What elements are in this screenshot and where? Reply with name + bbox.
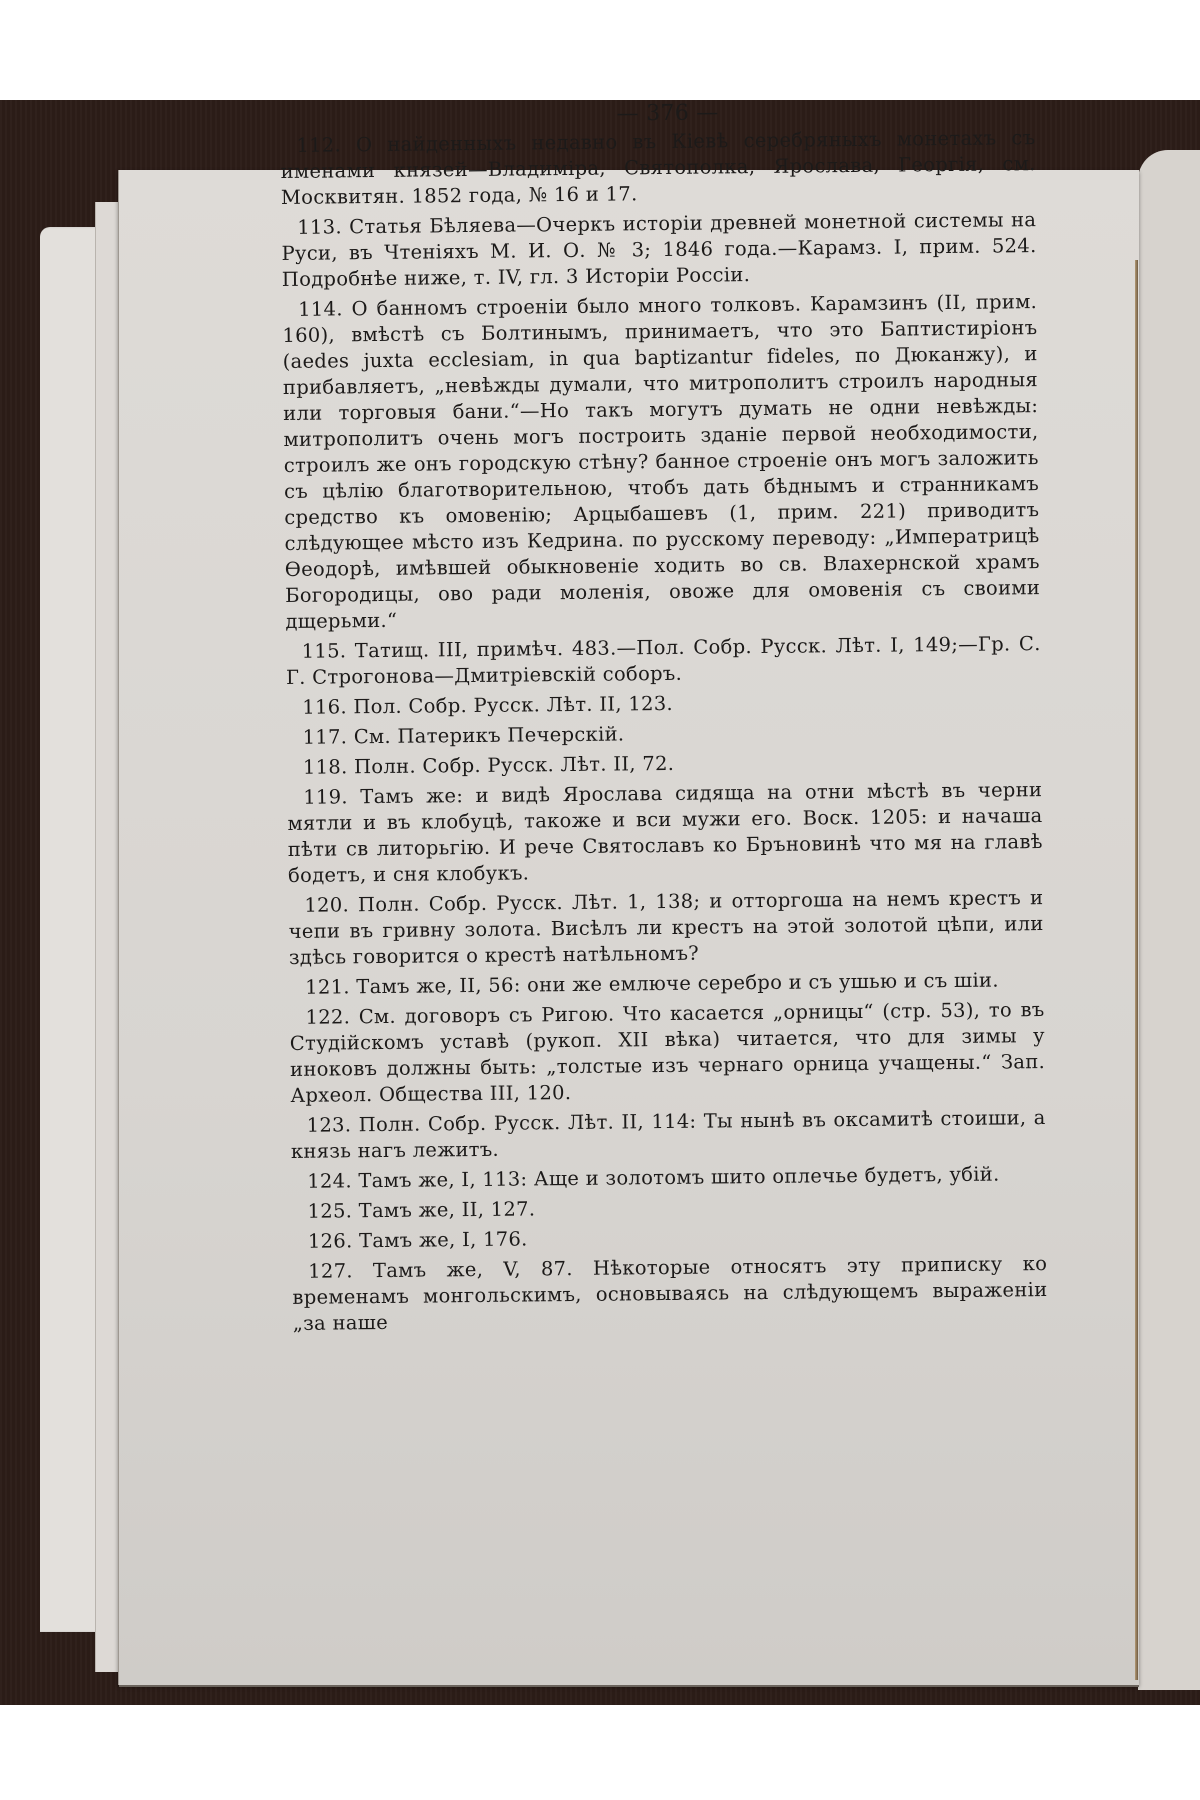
footnote: 113. Статья Бѣляева—Очеркъ исторіи древней монетной системы на Руси, въ Чтеніяхъ М. И. О. № 3; 1846 года.—Карамз. I, прим. 524. Подробнѣе ниже, т. IV, гл. 3 Исторіи Россіи. <box>281 208 1037 291</box>
footnote: 125. Тамъ же, II, 127. <box>307 1197 536 1223</box>
footnote: 117. См. Патерикъ Печерскій. <box>302 722 625 749</box>
footnote: 119. Тамъ же: и видѣ Ярослава сидяща на отни мѣстѣ въ черни мятли и въ клобуцѣ, такоже и вси мужи его. Воск. 1205: и начаша пѣти св литорьгію. И рече Святославъ ко Бръновинѣ что мя на главѣ бодетъ, и сня клобукъ. <box>287 778 1043 887</box>
footnote: 120. Полн. Собр. Русск. Лѣт. 1, 138; и отторгоша на немъ крестъ и чепи въ гривну золота. Висѣлъ ли крестъ на этой золотой цѣпи, или здѣсь говорится о крестѣ натѣльномъ? <box>288 886 1044 969</box>
book-gutter <box>1135 260 1138 1680</box>
footnote: 114. О банномъ строеніи было много толковъ. Карамзинъ (II, прим. 160), вмѣстѣ съ Болтинымъ, принимаетъ, что это Баптистиріонъ (aedes juxta ecclesiam, in qua baptizantur fideles, по Дюканжу), и прибавляетъ, „невѣжды думали, что митрополитъ строилъ народныя или торговыя бани.“—Но такъ могутъ думать не одни невѣжды: митрополитъ очень могъ построить зданіе первой необходимости, строилъ же онъ городскую стѣну? банное строеніе онъ могъ заложить съ цѣлію благотворительною, чтобъ дать бѣднымъ и странникамъ средство къ омовенію; Арцыбашевъ (1, прим. 221) приводитъ слѣдующее мѣсто изъ Кедрина. по русскому переводу: „Императрицѣ Ѳеодорѣ, имѣвшей обыкновеніе ходить во св. Влахернской храмъ Богородицы, ово ради моленія, овоже для омовенія съ своими дщерьми.“ <box>282 290 1041 633</box>
page-text <box>280 97 1048 1341</box>
footnote: 121. Тамъ же, II, 56: они же емлюче серебро и съ ушью и съ шіи. <box>305 968 999 999</box>
footnote: 123. Полн. Собр. Русск. Лѣт. II, 114: Ты нынѣ въ оксамитѣ стоиши, а князь нагъ лежитъ. <box>290 1106 1046 1163</box>
facing-page <box>1138 150 1200 1690</box>
footnote: 122. См. договоръ съ Ригою. Что касается „орницы“ (стр. 53), то въ Студійскомъ уставѣ (рукоп. XII вѣка) читается, что для зимы у иноковъ должны быть: „толстые изъ чернаго орница учащены.“ Зап. Археол. Общества III, 120. <box>289 998 1046 1107</box>
footnote: 124. Тамъ же, I, 113: Аще и золотомъ шито оплечье будетъ, убій. <box>307 1162 1000 1193</box>
footnote: 112. О найденныхъ недавно въ Кіевѣ серебряныхъ монетахъ съ именами князей—Владиміра, Святополка, Ярослава, Георгія, см. Москвитян. 1852 года, № 16 и 17. <box>280 126 1036 209</box>
footnote: 118. Полн. Собр. Русск. Лѣт. II, 72. <box>302 751 675 779</box>
footnote: 126. Тамъ же, I, 176. <box>307 1227 528 1253</box>
footnote: 127. Тамъ же, V, 87. Нѣкоторые относятъ эту приписку ко временамъ монгольскимъ, основываясь на слѣдующемъ выраженіи „за наше <box>292 1252 1048 1335</box>
footnote: 116. Пол. Собр. Русск. Лѣт. II, 123. <box>302 691 674 719</box>
footnote: 115. Татищ. III, примѣч. 483.—Пол. Собр. Русск. Лѣт. I, 149;—Гр. С. Г. Строгонова—Дмитріевскій соборъ. <box>285 632 1041 689</box>
page-number: — 376 — <box>616 100 719 127</box>
footnotes-list <box>280 125 1048 1337</box>
